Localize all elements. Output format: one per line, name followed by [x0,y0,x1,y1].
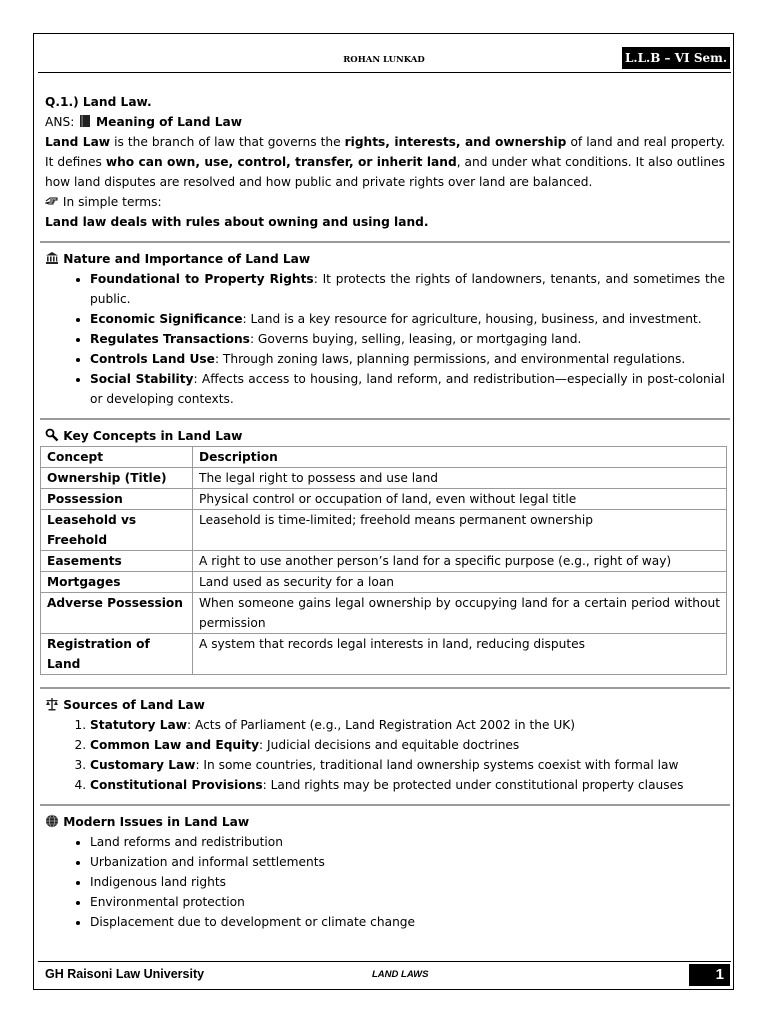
list-item: 2. Common Law and Equity: Judicial decisions and equitable doctrines [90,735,725,755]
table-header-description: Description [193,447,727,468]
table-row: Adverse Possession When someone gains legal ownership by occupying land for a certain period without permission [41,593,727,634]
footer-university: GH Raisoni Law University [45,967,205,981]
list-item: 4. Constitutional Provisions: Land rights may be protected under constitutional property clauses [90,775,725,795]
list-item: • Indigenous land rights [90,872,725,892]
list-item: • Displacement due to development or climate change [90,912,725,932]
list-item: 3. Customary Law: In some countries, traditional land ownership systems coexist with formal law [90,755,725,775]
table-header-row [41,447,727,468]
list-item: • Controls Land Use: Through zoning laws, planning permissions, and environmental regulations. [90,349,725,369]
nature-heading: Nature and Importance of Land Law [45,249,725,269]
header-semester-badge: L.L.B – VI Sem. [622,47,730,69]
pointing-hand-icon [45,194,59,208]
header-divider [38,72,731,73]
magnifier-icon [45,428,59,442]
list-item: • Regulates Transactions: Governs buying, selling, leasing, or mortgaging land. [90,329,725,349]
nature-list [45,269,725,409]
list-item: 1. Statutory Law: Acts of Parliament (e.g., Land Registration Act 2002 in the UK) [90,715,725,735]
table-row: Leasehold vs Freehold Leasehold is time-limited; freehold means permanent ownership [41,510,727,551]
table-row: Registration of Land A system that records legal interests in land, reducing disputes [41,634,727,675]
modern-heading: Modern Issues in Land Law [45,812,725,832]
list-item: • Urbanization and informal settlements [90,852,725,872]
table-row: Mortgages Land used as security for a loan [41,572,727,593]
concepts-table [40,446,727,675]
sources-heading: Sources of Land Law [45,695,725,715]
modern-issues-list [45,832,725,932]
section-divider [40,241,730,243]
list-item: • Environmental protection [90,892,725,912]
book-icon [78,114,92,128]
table-row: Possession Physical control or occupation of land, even without legal title [41,489,727,510]
answer-heading [45,112,725,132]
footer-subject: LAND LAWS [372,969,429,980]
ans-title: Meaning of Land Law [96,115,242,129]
summary-line: Land law deals with rules about owning and using land. [45,215,429,229]
page-number: 1 [689,964,730,986]
simple-terms-text: In simple terms: [62,195,162,209]
list-item: • Economic Significance: Land is a key resource for agriculture, housing, business, and investment. [90,309,725,329]
section-divider [40,418,730,420]
globe-icon [45,814,59,828]
concepts-heading: Key Concepts in Land Law [45,426,725,446]
ans-prefix: ANS: [45,115,75,129]
footer-divider [38,961,731,962]
simple-terms-line [45,192,725,212]
table-row: Ownership (Title) The legal right to possess and use land [41,468,727,489]
table-row: Easements A right to use another person’s land for a specific purpose (e.g., right of way) [41,551,727,572]
list-item: • Social Stability: Affects access to housing, land reform, and redistribution—especially in post-colonial or developing contexts. [90,369,725,409]
section-divider [40,687,730,689]
list-item: • Land reforms and redistribution [90,832,725,852]
section-divider [40,804,730,806]
list-item: • Foundational to Property Rights: It protects the rights of landowners, tenants, and sometimes the public. [90,269,725,309]
intro-paragraph: Land Law is the branch of law that governs the rights, interests, and ownership of land and real property. It defines who can own, use, control, transfer, or inherit land, and under what conditions. It also outlines how land disputes are resolved and how public and private rights over land are balanced. [45,135,726,189]
scales-icon [45,697,59,711]
header-author: ROHAN LUNKAD [343,55,425,65]
page-content [45,92,725,932]
bank-icon [45,251,59,265]
table-header-concept: Concept [41,447,193,468]
sources-list [45,715,725,795]
question-title: Q.1.) Land Law. [45,95,152,109]
